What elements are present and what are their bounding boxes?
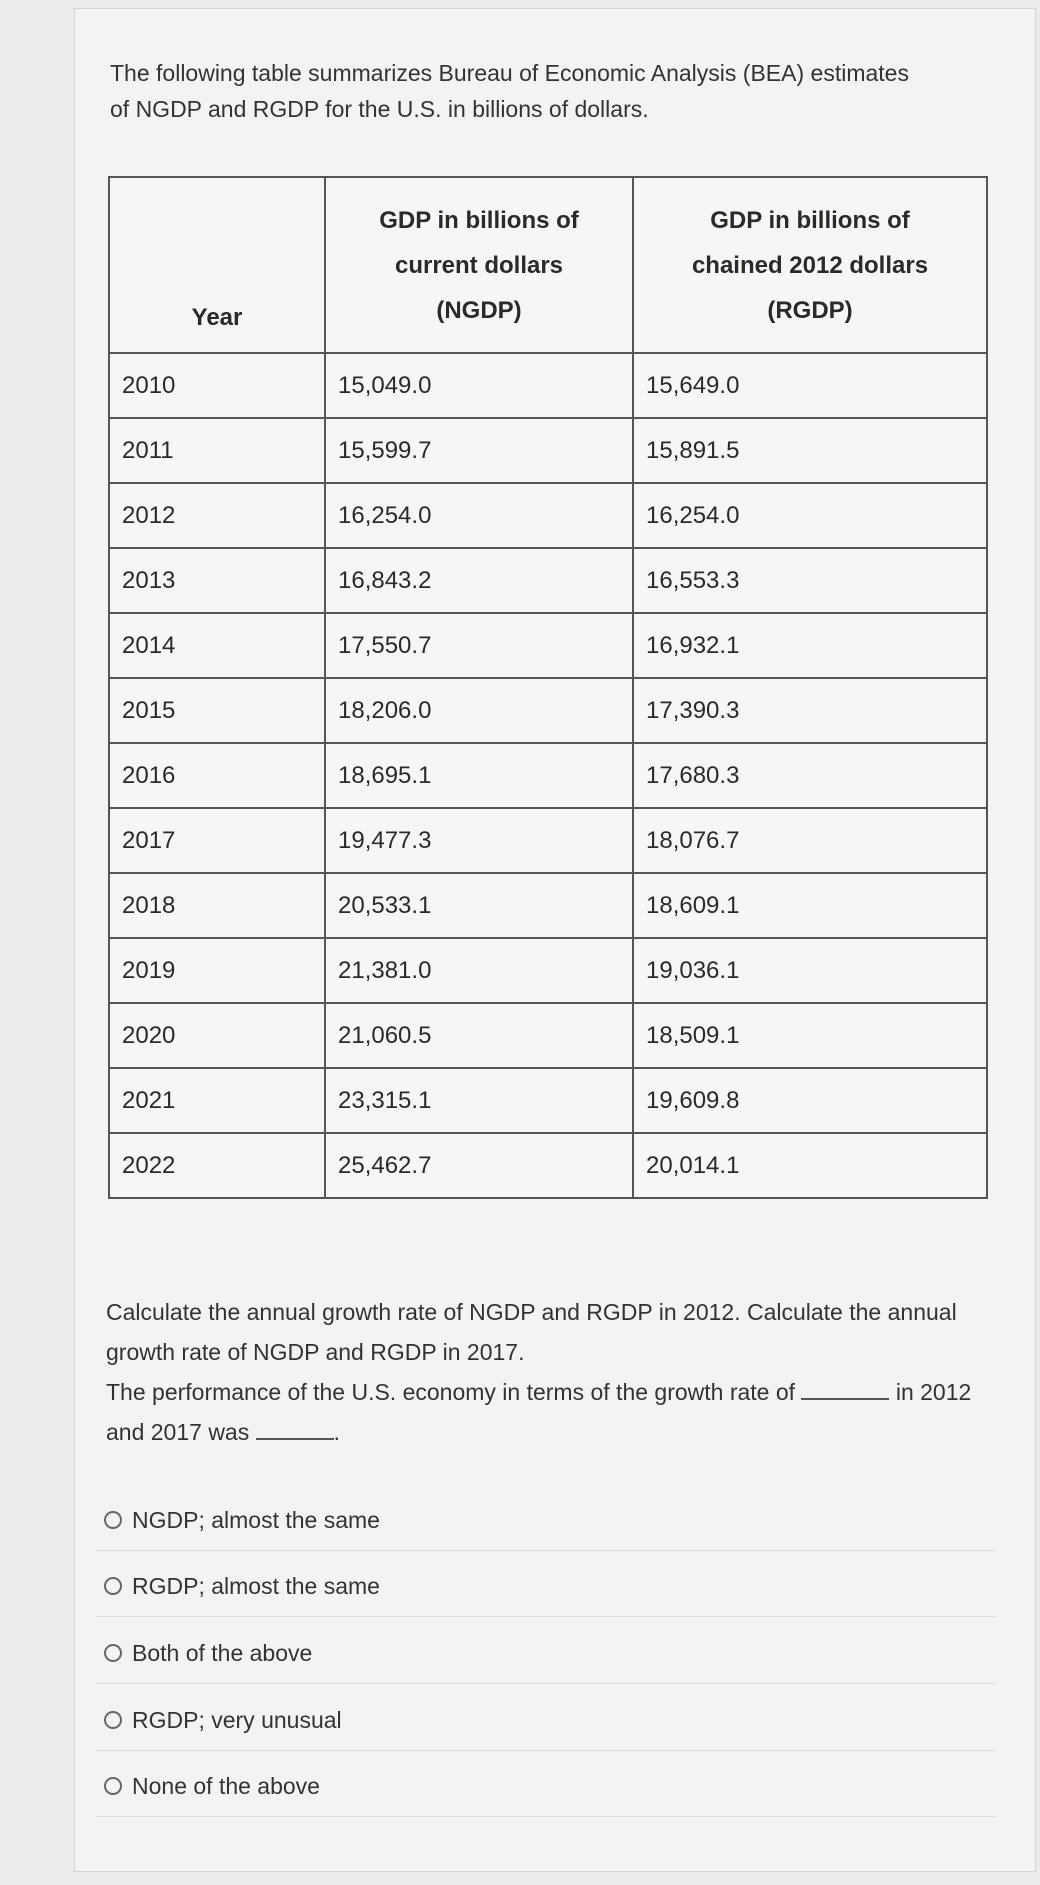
option-ngdp-almost-same[interactable] <box>96 1490 996 1551</box>
year-cell: 2017 <box>109 808 325 873</box>
ngdp-cell: 15,049.0 <box>325 353 633 418</box>
ngdp-header-line: current dollars <box>394 251 564 279</box>
rgdp-cell: 15,649.0 <box>633 353 987 418</box>
question-line-1: Calculate the annual growth rate of NGDP and RGDP in 2012. Calculate the annual growth rate of NGDP and RGDP in 2017. <box>106 1299 957 1365</box>
table-row <box>109 808 987 873</box>
rgdp-cell: 16,553.3 <box>633 548 987 613</box>
year-column-header: Year <box>109 177 325 353</box>
radio-button-icon[interactable] <box>104 1777 122 1795</box>
ngdp-cell: 23,315.1 <box>325 1068 633 1133</box>
table-row <box>109 353 987 418</box>
table-row <box>109 743 987 808</box>
option-label: RGDP; very unusual <box>132 1706 342 1733</box>
ngdp-cell: 25,462.7 <box>325 1133 633 1198</box>
option-label: None of the above <box>132 1772 320 1799</box>
ngdp-cell: 21,381.0 <box>325 938 633 1003</box>
year-cell: 2015 <box>109 678 325 743</box>
year-cell: 2016 <box>109 743 325 808</box>
table-row <box>109 678 987 743</box>
ngdp-cell: 18,695.1 <box>325 743 633 808</box>
question-text <box>106 1292 986 1452</box>
question-line-2b: in 2012 and 2017 was <box>106 1379 972 1445</box>
option-rgdp-almost-same[interactable] <box>96 1556 996 1617</box>
rgdp-cell: 18,076.7 <box>633 808 987 873</box>
year-cell: 2022 <box>109 1133 325 1198</box>
table-row <box>109 1133 987 1198</box>
table-row <box>109 938 987 1003</box>
year-cell: 2010 <box>109 353 325 418</box>
option-both[interactable] <box>96 1623 996 1684</box>
ngdp-cell: 21,060.5 <box>325 1003 633 1068</box>
option-rgdp-very-unusual[interactable] <box>96 1690 996 1751</box>
ngdp-header-line: (NGDP) <box>436 296 522 324</box>
table-row <box>109 1003 987 1068</box>
intro-text: The following table summarizes Bureau of Economic Analysis (BEA) estimates of NGDP and RGDP for the U.S. in billions of dollars. <box>110 60 909 122</box>
rgdp-header-line: chained 2012 dollars <box>691 251 929 279</box>
rgdp-cell: 19,036.1 <box>633 938 987 1003</box>
gdp-table <box>108 176 988 1199</box>
rgdp-cell: 17,390.3 <box>633 678 987 743</box>
year-cell: 2020 <box>109 1003 325 1068</box>
table-row <box>109 418 987 483</box>
year-cell: 2014 <box>109 613 325 678</box>
ngdp-cell: 17,550.7 <box>325 613 633 678</box>
rgdp-header-line: GDP in billions of <box>710 206 910 234</box>
year-cell: 2019 <box>109 938 325 1003</box>
year-cell: 2011 <box>109 418 325 483</box>
option-none[interactable] <box>96 1756 996 1817</box>
table-row <box>109 548 987 613</box>
rgdp-cell: 16,932.1 <box>633 613 987 678</box>
ngdp-cell: 15,599.7 <box>325 418 633 483</box>
radio-button-icon[interactable] <box>104 1644 122 1662</box>
rgdp-cell: 20,014.1 <box>633 1133 987 1198</box>
radio-button-icon[interactable] <box>104 1711 122 1729</box>
ngdp-cell: 18,206.0 <box>325 678 633 743</box>
option-label: NGDP; almost the same <box>132 1506 380 1533</box>
rgdp-cell: 19,609.8 <box>633 1068 987 1133</box>
rgdp-cell: 16,254.0 <box>633 483 987 548</box>
rgdp-cell: 18,609.1 <box>633 873 987 938</box>
year-cell: 2013 <box>109 548 325 613</box>
rgdp-cell: 15,891.5 <box>633 418 987 483</box>
rgdp-column-header <box>633 177 987 353</box>
table-row <box>109 873 987 938</box>
year-cell: 2018 <box>109 873 325 938</box>
radio-button-icon[interactable] <box>104 1511 122 1529</box>
table-row <box>109 483 987 548</box>
table-row <box>109 613 987 678</box>
ngdp-cell: 16,843.2 <box>325 548 633 613</box>
table-header-row <box>109 177 987 353</box>
rgdp-cell: 17,680.3 <box>633 743 987 808</box>
question-period: . <box>333 1419 341 1445</box>
table-row <box>109 1068 987 1133</box>
option-label: RGDP; almost the same <box>132 1572 380 1599</box>
year-cell: 2012 <box>109 483 325 548</box>
ngdp-cell: 16,254.0 <box>325 483 633 548</box>
option-label: Both of the above <box>132 1639 313 1666</box>
ngdp-column-header <box>325 177 633 353</box>
rgdp-cell: 18,509.1 <box>633 1003 987 1068</box>
ngdp-cell: 19,477.3 <box>325 808 633 873</box>
rgdp-header-line: (RGDP) <box>767 296 853 324</box>
answer-blank <box>256 1416 334 1440</box>
year-cell: 2021 <box>109 1068 325 1133</box>
answer-blank <box>801 1376 889 1400</box>
ngdp-cell: 20,533.1 <box>325 873 633 938</box>
question-line-2a: The performance of the U.S. economy in terms of the growth rate of <box>106 1379 796 1405</box>
radio-button-icon[interactable] <box>104 1577 122 1595</box>
ngdp-header-line: GDP in billions of <box>379 206 579 234</box>
